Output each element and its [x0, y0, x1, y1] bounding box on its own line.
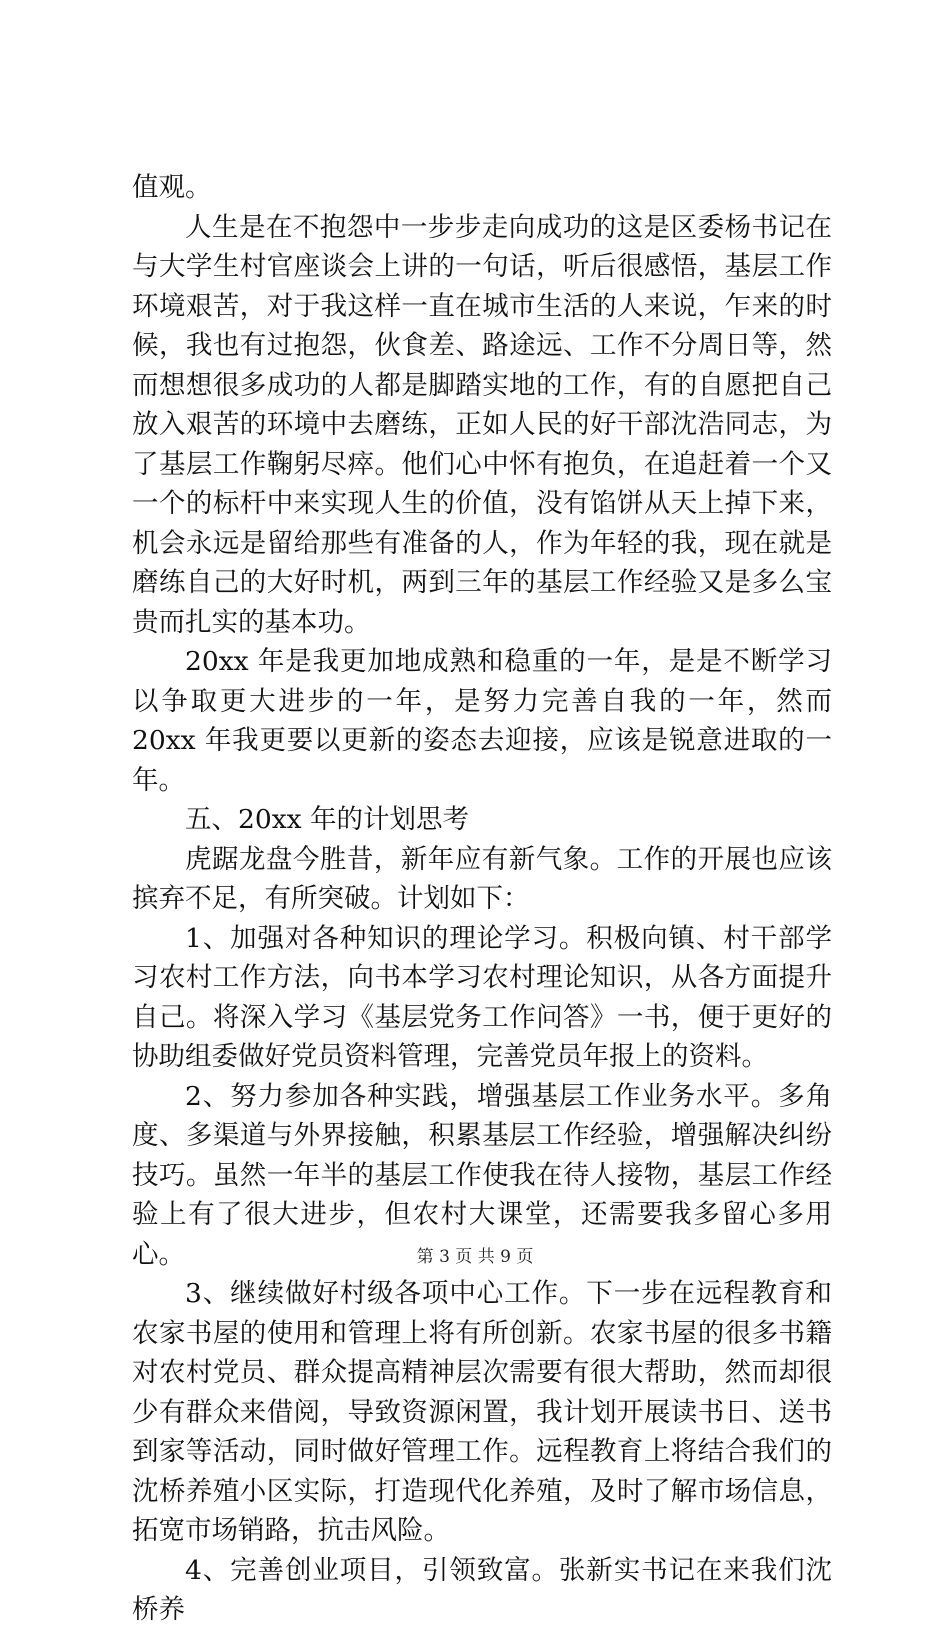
paragraph-plan-intro: 虎踞龙盘今胜昔，新年应有新气象。工作的开展也应该摈弃不足，有所突破。计划如下：: [132, 843, 832, 914]
plan-item-3: 3、继续做好村级各项中心工作。下一步在远程教育和农家书屋的使用和管理上将有所创新。农家书屋的很多书籍对农村党员、群众提高精神层次需要有很大帮助，然而却很少有群众来借阅，导致资源闲置，我计划开展读书日、送书到家等活动，同时做好管理工作。远程教育上将结合我们的沈桥养殖小区实际，打造现代化养殖，及时了解市场信息，拓宽市场销路，抗击风险。: [132, 1278, 832, 1546]
page-number-footer: 第 3 页 共 9 页: [416, 1247, 534, 1267]
paragraph-continuation: 值观。: [132, 172, 212, 203]
plan-item-2: 2、努力参加各种实践，增强基层工作业务水平。多角度、多渠道与外界接触，积累基层工作经验，增强解决纠纷技巧。虽然一年半的基层工作使我在待人接物，基层工作经验上有了很大进步，但农村大课堂，还需要我多留心多用心。: [132, 1080, 832, 1270]
document-body: [132, 168, 832, 1630]
plan-item-4: 4、完善创业项目，引领致富。张新实书记在来我们沈桥养: [132, 1554, 832, 1625]
paragraph-complaint-reflection: 人生是在不抱怨中一步步走向成功的这是区委杨书记在与大学生村官座谈会上讲的一句话，听后很感悟，基层工作环境艰苦，对于我这样一直在城市生活的人来说，乍来的时候，我也有过抱怨，伙食差、路途远、工作不分周日等，然而想想很多成功的人都是脚踏实地的工作，有的自愿把自己放入艰苦的环境中去磨练，正如人民的好干部沈浩同志，为了基层工作鞠躬尽瘁。他们心中怀有抱负，在追赶着一个又一个的标杆中来实现人生的价值，没有馅饼从天上掉下来，机会永远是留给那些有准备的人，作为年轻的我，现在就是磨练自己的大好时机，两到三年的基层工作经验又是多么宝贵而扎实的基本功。: [132, 211, 832, 638]
paragraph-year-summary: 20xx 年是我更加地成熟和稳重的一年，是是不断学习以争取更大进步的一年，是努力完善自我的一年，然而 20xx 年我更要以更新的姿态去迎接，应该是锐意进取的一年。: [132, 646, 832, 796]
plan-item-1: 1、加强对各种知识的理论学习。积极向镇、村干部学习农村工作方法，向书本学习农村理论知识，从各方面提升自己。将深入学习《基层党务工作问答》一书，便于更好的协助组委做好党员资料管理，完善党员年报上的资料。: [132, 922, 832, 1072]
section-heading-plan: 五、20xx 年的计划思考: [185, 804, 470, 835]
